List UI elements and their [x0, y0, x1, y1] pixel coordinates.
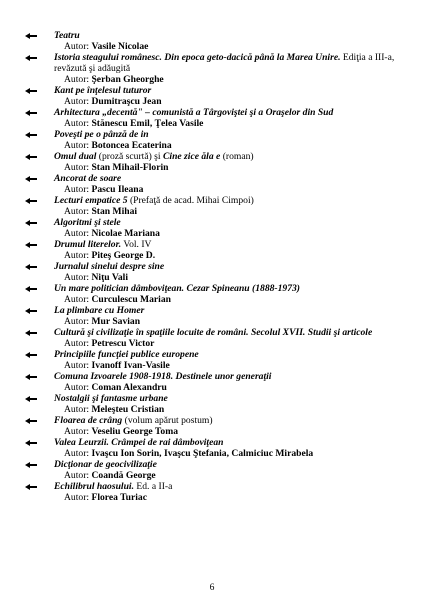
author-line: [24, 492, 412, 503]
list-item: [24, 283, 412, 305]
author-line: [24, 118, 412, 129]
book-title: Nostalgii şi fantasme urbane: [54, 393, 168, 404]
author-line: [24, 140, 412, 151]
author-line: [24, 74, 412, 85]
author-label: Autor:: [64, 96, 90, 107]
book-title: Kant pe înţelesul tuturor: [54, 85, 152, 96]
title-note: Vol. IV: [121, 239, 152, 250]
entry-title-line: [24, 30, 412, 41]
author-label: Autor:: [64, 118, 90, 129]
entry-title-line: [24, 217, 412, 228]
list-item: [24, 239, 412, 261]
author-label: Autor:: [64, 41, 90, 52]
entry-title-line: [24, 415, 412, 426]
entry-title-line: [24, 371, 412, 382]
author-name: Coandă George: [91, 470, 156, 481]
book-title: La plimbare cu Homer: [54, 305, 145, 316]
list-item: [24, 327, 412, 349]
author-label: Autor:: [64, 492, 90, 503]
author-name: Florea Turiac: [91, 492, 147, 503]
pointing-hand-bullet-icon: [24, 307, 38, 315]
author-name: Pascu Ileana: [91, 184, 144, 195]
list-item: [24, 393, 412, 415]
pointing-hand-bullet-icon: [24, 329, 38, 337]
author-line: [24, 316, 412, 327]
author-label: Autor:: [64, 470, 90, 481]
author-name: Meleşteu Cristian: [91, 404, 165, 415]
entry-title-line: [24, 107, 412, 118]
entry-title-line: [24, 173, 412, 184]
pointing-hand-bullet-icon: [24, 263, 38, 271]
title-note: Ediţia a III-a, revăzută şi adăugită: [54, 52, 395, 74]
pointing-hand-bullet-icon: [24, 153, 38, 161]
pointing-hand-bullet-icon: [24, 32, 38, 40]
list-item: [24, 305, 412, 327]
pointing-hand-bullet-icon: [24, 373, 38, 381]
author-name: Şerban Gheorghe: [91, 74, 164, 85]
list-item: [24, 217, 412, 239]
list-item: [24, 261, 412, 283]
pointing-hand-bullet-icon: [24, 109, 38, 117]
author-line: [24, 272, 412, 283]
pointing-hand-bullet-icon: [24, 241, 38, 249]
author-label: Autor:: [64, 316, 90, 327]
book-title: Comuna Izvoarele 1908-1918. Destinele unor generaţii: [54, 371, 272, 382]
author-label: Autor:: [64, 360, 90, 371]
author-line: [24, 184, 412, 195]
book-title: Drumul literelor.: [54, 239, 122, 250]
book-title: Cultură şi civilizaţie în spaţiile locuite de români. Secolul XVII. Studii şi articole: [54, 327, 373, 338]
book-title: Lecturi empatice 5: [54, 195, 128, 206]
book-title: Istoria steagului românesc. Din epoca geto-dacică până la Marea Unire.: [54, 52, 341, 63]
list-item: [24, 173, 412, 195]
pointing-hand-bullet-icon: [24, 439, 38, 447]
pointing-hand-bullet-icon: [24, 285, 38, 293]
list-item: [24, 30, 412, 52]
pointing-hand-bullet-icon: [24, 197, 38, 205]
pointing-hand-bullet-icon: [24, 175, 38, 183]
author-label: Autor:: [64, 272, 90, 283]
entry-title-line: [24, 261, 412, 272]
entry-title-line: [24, 481, 412, 492]
list-item: [24, 371, 412, 393]
book-title: Ancorat de soare: [54, 173, 122, 184]
author-label: Autor:: [64, 250, 90, 261]
author-name: Ivaşcu Ion Sorin, Ivaşcu Ştefania, Calmiciuc Mirabela: [91, 448, 314, 459]
author-label: Autor:: [64, 162, 90, 173]
author-line: [24, 294, 412, 305]
book-title: Echilibrul haosului.: [54, 481, 134, 492]
book-title: Valea Leurzii. Crâmpei de rai dâmboviţean: [54, 437, 224, 448]
book-title: Jurnalul sinelui despre sine: [54, 261, 165, 272]
author-label: Autor:: [64, 338, 90, 349]
author-line: [24, 206, 412, 217]
author-name: Curculescu Marian: [91, 294, 171, 305]
author-line: [24, 382, 412, 393]
title-note: Ed. a II-a: [133, 481, 173, 492]
pointing-hand-bullet-icon: [24, 131, 38, 139]
author-name: Dumitraşcu Jean: [91, 96, 162, 107]
list-item: [24, 415, 412, 437]
page-number: 6: [209, 582, 215, 593]
author-line: [24, 96, 412, 107]
pointing-hand-bullet-icon: [24, 219, 38, 227]
author-label: Autor:: [64, 74, 90, 85]
pointing-hand-bullet-icon: [24, 351, 38, 359]
entry-title-line: [24, 349, 412, 360]
book-title: Poveşti pe o pânză de in: [54, 129, 149, 140]
author-line: [24, 250, 412, 261]
list-item: [24, 349, 412, 371]
list-item: [24, 481, 412, 503]
author-label: Autor:: [64, 404, 90, 415]
title-note: (Prefaţă de acad. Mihai Cimpoi): [127, 195, 254, 206]
entry-title-line: [24, 327, 412, 338]
list-item: [24, 459, 412, 481]
list-item: [24, 437, 412, 459]
entry-title-line: [24, 305, 412, 316]
second-title-note: (roman): [220, 151, 254, 162]
entry-title-line: [24, 151, 412, 162]
list-item: [24, 52, 412, 85]
author-name: Stan Mihail-Florin: [91, 162, 169, 173]
author-label: Autor:: [64, 140, 90, 151]
pointing-hand-bullet-icon: [24, 417, 38, 425]
author-line: [24, 162, 412, 173]
entry-title-line: [24, 437, 412, 448]
author-line: [24, 41, 412, 52]
author-label: Autor:: [64, 382, 90, 393]
author-line: [24, 228, 412, 239]
book-title: Arhitectura „decentă" – comunistă a Târgoviştei şi a Oraşelor din Sud: [54, 107, 334, 118]
author-label: Autor:: [64, 294, 90, 305]
entry-title-line: [24, 195, 412, 206]
author-line: [24, 360, 412, 371]
author-name: Mur Savian: [91, 316, 141, 327]
author-name: Stănescu Emil, Ţelea Vasile: [91, 118, 204, 129]
list-item: [24, 129, 412, 151]
author-line: [24, 470, 412, 481]
author-line: [24, 338, 412, 349]
pointing-hand-bullet-icon: [24, 54, 38, 62]
pointing-hand-bullet-icon: [24, 461, 38, 469]
entry-title-line: [24, 283, 412, 294]
title-note: (proză scurtă) şi: [96, 151, 163, 162]
entry-title-line: [24, 459, 412, 470]
book-title: Un mare politician dâmboviţean. Cezar Spineanu (1888-1973): [54, 283, 300, 294]
pointing-hand-bullet-icon: [24, 395, 38, 403]
author-name: Vasile Nicolae: [91, 41, 149, 52]
pointing-hand-bullet-icon: [24, 87, 38, 95]
entry-title-line: [24, 239, 412, 250]
author-line: [24, 426, 412, 437]
author-name: Coman Alexandru: [91, 382, 167, 393]
book-list: [24, 30, 412, 503]
entry-title-line: [24, 393, 412, 404]
author-label: Autor:: [64, 228, 90, 239]
author-label: Autor:: [64, 448, 90, 459]
author-name: Ivanoff Ivan-Vasile: [91, 360, 170, 371]
book-title: Algoritmi şi stele: [54, 217, 121, 228]
book-title: Dicţionar de geocivilizaţie: [54, 459, 157, 470]
entry-title-line: [24, 85, 412, 96]
author-label: Autor:: [64, 426, 90, 437]
entry-title-line: [24, 129, 412, 140]
author-label: Autor:: [64, 206, 90, 217]
book-title: Floarea de crâng: [54, 415, 123, 426]
author-name: Piteş George D.: [91, 250, 156, 261]
pointing-hand-bullet-icon: [24, 483, 38, 491]
book-title: Teatru: [54, 30, 80, 41]
author-name: Petrescu Victor: [91, 338, 155, 349]
entry-title-line: [24, 52, 412, 74]
second-book-title: Cine zice ăla e: [163, 151, 221, 162]
author-name: Botoncea Ecaterina: [91, 140, 172, 151]
book-title: Omul dual: [54, 151, 97, 162]
book-title: Principiile funcţiei publice europene: [54, 349, 199, 360]
author-label: Autor:: [64, 184, 90, 195]
author-name: Nicolae Mariana: [91, 228, 160, 239]
list-item: [24, 85, 412, 107]
list-item: [24, 151, 412, 173]
author-line: [24, 448, 412, 459]
list-item: [24, 107, 412, 129]
title-note: (volum apărut postum): [122, 415, 213, 426]
author-line: [24, 404, 412, 415]
author-name: Stan Mihai: [91, 206, 138, 217]
author-name: Niţu Vali: [91, 272, 128, 283]
list-item: [24, 195, 412, 217]
author-name: Veseliu George Toma: [91, 426, 178, 437]
